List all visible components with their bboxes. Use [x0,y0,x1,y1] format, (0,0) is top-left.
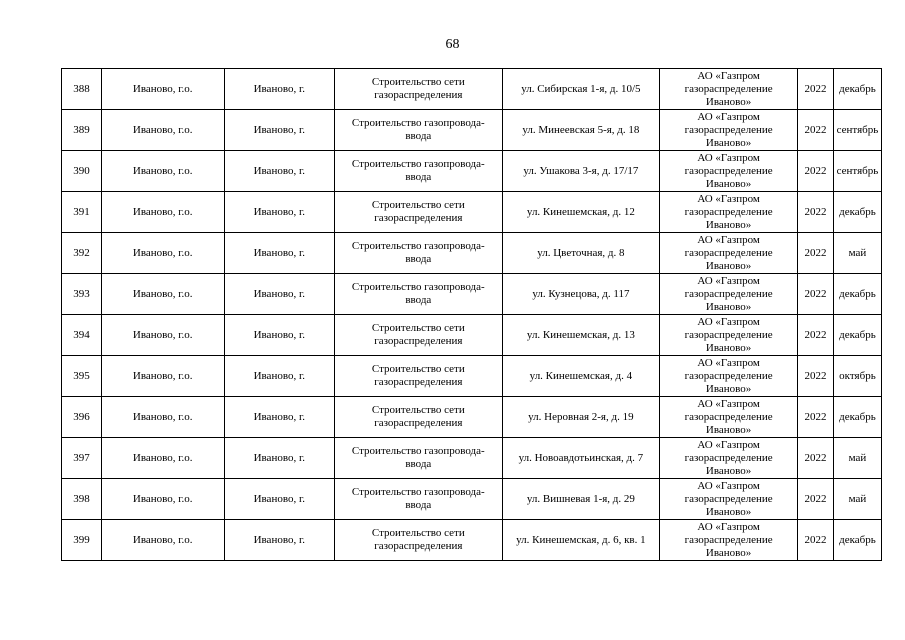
address-cell: ул. Кинешемская, д. 12 [502,192,659,233]
work-type-cell [334,520,502,561]
address-cell: ул. Цветочная, д. 8 [502,233,659,274]
row-number-cell: 394 [62,315,102,356]
locality-cell: Иваново, г. [224,69,334,110]
row-number-cell: 395 [62,356,102,397]
municipal-district-cell: Иваново, г.о. [101,233,224,274]
organization-cell [660,233,798,274]
row-number-cell: 390 [62,151,102,192]
table-row [62,520,882,561]
month-cell: декабрь [833,315,881,356]
work-type-text: Строительство газопровода- ввода [351,445,485,470]
work-type-cell [334,397,502,438]
address-cell: ул. Кинешемская, д. 4 [502,356,659,397]
address-cell: ул. Неровная 2-я, д. 19 [502,397,659,438]
organization-cell [660,274,798,315]
month-cell: декабрь [833,520,881,561]
year-cell: 2022 [798,397,834,438]
work-type-cell [334,233,502,274]
table-row [62,438,882,479]
month-cell: сентябрь [833,151,881,192]
work-type-cell [334,110,502,151]
organization-cell [660,110,798,151]
work-type-cell [334,192,502,233]
year-cell: 2022 [798,356,834,397]
row-number-cell: 396 [62,397,102,438]
page-number: 68 [445,37,460,52]
address-cell: ул. Кинешемская, д. 13 [502,315,659,356]
work-type-cell [334,356,502,397]
locality-cell: Иваново, г. [224,233,334,274]
organization-cell [660,397,798,438]
locality-cell: Иваново, г. [224,110,334,151]
table-row [62,479,882,520]
locality-cell: Иваново, г. [224,192,334,233]
month-cell: сентябрь [833,110,881,151]
table-row [62,192,882,233]
work-type-cell [334,69,502,110]
work-type-text: Строительство газопровода- ввода [351,240,485,265]
organization-cell [660,192,798,233]
organization-text: АО «Газпром газораспределение Иваново» [684,315,773,354]
month-cell: май [833,438,881,479]
organization-text: АО «Газпром газораспределение Иваново» [684,520,773,559]
organization-cell [660,520,798,561]
municipal-district-cell: Иваново, г.о. [101,192,224,233]
locality-cell: Иваново, г. [224,274,334,315]
address-cell: ул. Сибирская 1-я, д. 10/5 [502,69,659,110]
organization-text: АО «Газпром газораспределение Иваново» [684,192,773,231]
address-cell: ул. Кузнецова, д. 117 [502,274,659,315]
organization-cell [660,438,798,479]
work-type-text: Строительство газопровода- ввода [351,117,485,142]
municipal-district-cell: Иваново, г.о. [101,151,224,192]
row-number-cell: 393 [62,274,102,315]
table-row [62,69,882,110]
locality-cell: Иваново, г. [224,356,334,397]
table-row [62,356,882,397]
locality-cell: Иваново, г. [224,520,334,561]
work-type-text: Строительство сети газораспределения [371,363,465,388]
row-number-cell: 399 [62,520,102,561]
organization-text: АО «Газпром газораспределение Иваново» [684,233,773,272]
year-cell: 2022 [798,274,834,315]
gas-works-table [61,68,882,561]
year-cell: 2022 [798,438,834,479]
address-cell: ул. Кинешемская, д. 6, кв. 1 [502,520,659,561]
year-cell: 2022 [798,520,834,561]
work-type-text: Строительство газопровода- ввода [351,281,485,306]
organization-text: АО «Газпром газораспределение Иваново» [684,151,773,190]
row-number-cell: 389 [62,110,102,151]
table-row [62,397,882,438]
table-row [62,315,882,356]
organization-text: АО «Газпром газораспределение Иваново» [684,438,773,477]
work-type-cell [334,479,502,520]
work-type-text: Строительство сети газораспределения [371,322,465,347]
month-cell: май [833,479,881,520]
row-number-cell: 398 [62,479,102,520]
month-cell: декабрь [833,192,881,233]
address-cell: ул. Минеевская 5-я, д. 18 [502,110,659,151]
month-cell: декабрь [833,274,881,315]
municipal-district-cell: Иваново, г.о. [101,479,224,520]
organization-cell [660,151,798,192]
locality-cell: Иваново, г. [224,315,334,356]
locality-cell: Иваново, г. [224,479,334,520]
locality-cell: Иваново, г. [224,151,334,192]
month-cell: октябрь [833,356,881,397]
work-type-text: Строительство сети газораспределения [371,199,465,224]
table-row [62,274,882,315]
work-type-text: Строительство газопровода- ввода [351,486,485,511]
work-type-text: Строительство сети газораспределения [371,527,465,552]
table-row [62,233,882,274]
month-cell: декабрь [833,397,881,438]
table-row [62,110,882,151]
work-type-text: Строительство сети газораспределения [371,404,465,429]
address-cell: ул. Ушакова 3-я, д. 17/17 [502,151,659,192]
year-cell: 2022 [798,192,834,233]
organization-text: АО «Газпром газораспределение Иваново» [684,274,773,313]
organization-text: АО «Газпром газораспределение Иваново» [684,110,773,149]
row-number-cell: 392 [62,233,102,274]
year-cell: 2022 [798,233,834,274]
table-body [62,69,882,561]
year-cell: 2022 [798,479,834,520]
locality-cell: Иваново, г. [224,397,334,438]
municipal-district-cell: Иваново, г.о. [101,520,224,561]
address-cell: ул. Вишневая 1-я, д. 29 [502,479,659,520]
organization-text: АО «Газпром газораспределение Иваново» [684,356,773,395]
municipal-district-cell: Иваново, г.о. [101,397,224,438]
year-cell: 2022 [798,69,834,110]
locality-cell: Иваново, г. [224,438,334,479]
year-cell: 2022 [798,110,834,151]
work-type-cell [334,438,502,479]
work-type-text: Строительство сети газораспределения [371,76,465,101]
organization-cell [660,356,798,397]
municipal-district-cell: Иваново, г.о. [101,69,224,110]
work-type-text: Строительство газопровода- ввода [351,158,485,183]
organization-text: АО «Газпром газораспределение Иваново» [684,479,773,518]
organization-cell [660,69,798,110]
row-number-cell: 391 [62,192,102,233]
row-number-cell: 397 [62,438,102,479]
work-type-cell [334,274,502,315]
year-cell: 2022 [798,151,834,192]
table-row [62,151,882,192]
address-cell: ул. Новоавдотьинская, д. 7 [502,438,659,479]
organization-text: АО «Газпром газораспределение Иваново» [684,397,773,436]
organization-cell [660,479,798,520]
municipal-district-cell: Иваново, г.о. [101,110,224,151]
municipal-district-cell: Иваново, г.о. [101,274,224,315]
municipal-district-cell: Иваново, г.о. [101,356,224,397]
month-cell: декабрь [833,69,881,110]
month-cell: май [833,233,881,274]
work-type-cell [334,315,502,356]
municipal-district-cell: Иваново, г.о. [101,438,224,479]
municipal-district-cell: Иваново, г.о. [101,315,224,356]
year-cell: 2022 [798,315,834,356]
organization-cell [660,315,798,356]
organization-text: АО «Газпром газораспределение Иваново» [684,69,773,108]
work-type-cell [334,151,502,192]
row-number-cell: 388 [62,69,102,110]
